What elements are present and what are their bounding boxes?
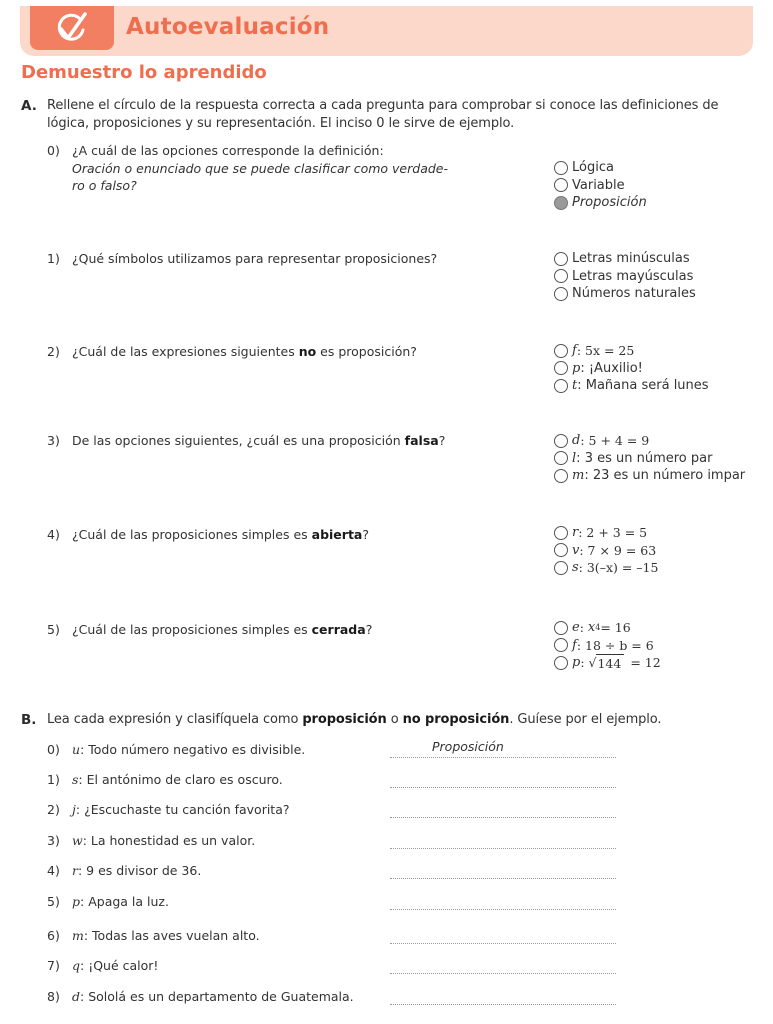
question-2-options [554, 342, 709, 395]
question-3-options [554, 432, 745, 485]
option-variable: e [572, 620, 580, 635]
answer-line-1[interactable] [390, 770, 616, 788]
item-text: ¿Escuchaste tu canción favorita? [84, 802, 290, 817]
item-number: 7) [47, 958, 60, 973]
item-number: 1) [47, 772, 60, 787]
radio-button[interactable] [554, 526, 568, 540]
option-variable: p [572, 655, 581, 670]
question-0-options [554, 159, 647, 212]
banner-title: Autoevaluación [126, 14, 330, 40]
radio-button[interactable] [554, 361, 568, 375]
section-b-instruction [47, 711, 661, 729]
question-text [72, 526, 369, 544]
b-item-7: 7) q: ¡Qué calor! [47, 958, 159, 973]
item-text: ¡Qué calor! [88, 958, 159, 973]
question-text [72, 432, 445, 450]
option[interactable]: f : 5x = 25 [554, 342, 709, 360]
option[interactable]: d : 5 + 4 = 9 [554, 432, 745, 450]
text: ¿Cuál de las proposiciones simples es [72, 527, 312, 542]
radio-button[interactable] [554, 543, 568, 557]
option-variable: s [572, 560, 579, 575]
definition-line: ro o falso? [72, 178, 137, 193]
definition-line: Oración o enunciado que se puede clasificar como verdade- [72, 160, 448, 176]
option-variable: t [572, 378, 578, 393]
item-text: Todas las aves vuelan alto. [92, 928, 260, 943]
option-label: Proposición [572, 195, 647, 210]
option-label: Números naturales [572, 286, 696, 301]
question-number: 2) [47, 344, 60, 359]
question-text [72, 343, 417, 361]
question-number: 3) [47, 433, 60, 448]
item-number: 3) [47, 833, 60, 848]
item-number: 4) [47, 863, 60, 878]
option-variable: d [572, 433, 581, 448]
radio-button[interactable] [554, 434, 568, 448]
option-label: Letras mayúsculas [572, 268, 694, 284]
b-item-0: 0) u: Todo número negativo es divisible. [47, 742, 306, 757]
option-variable: l [572, 450, 577, 466]
section-b-letter: B. [21, 712, 37, 728]
question-1-options [554, 250, 696, 303]
option-label: 3 es un número par [584, 450, 713, 466]
b-item-2: 2) j: ¿Escuchaste tu canción favorita? [47, 802, 290, 817]
question-number: 5) [47, 622, 60, 637]
radio-button[interactable] [554, 287, 568, 301]
option-label: 3(–x) = –15 [586, 560, 659, 575]
radio-button[interactable] [554, 621, 568, 635]
item-text: La honestidad es un valor. [90, 833, 256, 848]
option-label: 18 ÷ b = 6 [585, 637, 654, 653]
option[interactable]: p : ¡Auxilio! [554, 360, 709, 378]
text: o [386, 712, 403, 727]
item-number: 2) [47, 802, 60, 817]
answer-line-8[interactable] [390, 987, 616, 1005]
option-label: Lógica [572, 160, 614, 175]
answer-line-7[interactable] [390, 956, 616, 974]
radio-button[interactable] [554, 269, 568, 283]
text: ¿Cuál de las proposiciones simples es [72, 622, 312, 637]
radio-button[interactable] [554, 561, 568, 575]
b-item-1: 1) s: El antónimo de claro es oscuro. [47, 772, 283, 787]
answer-line-3[interactable] [390, 831, 616, 849]
instruction-line: Rellene el círculo de la respuesta correcta a cada pregunta para comprobar si conoce las definiciones de [47, 98, 719, 113]
option[interactable]: v : 7 × 9 = 63 [554, 542, 658, 560]
item-text: El antónimo de claro es oscuro. [86, 772, 283, 787]
option[interactable]: t : Mañana será lunes [554, 377, 709, 395]
option-label: 5x = 25 [585, 343, 635, 358]
emphasis: no [298, 344, 317, 359]
emphasis: cerrada [311, 622, 366, 637]
option[interactable] [554, 268, 696, 286]
option-variable: f [572, 343, 577, 358]
option[interactable] [554, 250, 696, 268]
b-item-3: 3) w: La honestidad es un valor. [47, 833, 256, 848]
b-item-6: 6) m: Todas las aves vuelan alto. [47, 928, 260, 943]
option[interactable]: m : 23 es un número impar [554, 467, 745, 485]
option-proposicion[interactable] [554, 194, 647, 212]
item-variable: d [72, 989, 81, 1004]
option-label: Mañana será lunes [585, 378, 709, 393]
option-variable[interactable] [554, 177, 647, 195]
emphasis: falsa [404, 433, 439, 448]
option-label: x [587, 620, 596, 635]
radio-button[interactable] [554, 469, 568, 483]
radio-button[interactable] [554, 656, 568, 670]
b-item-5: 5) p: Apaga la luz. [47, 894, 169, 909]
text: ? [365, 622, 373, 637]
option-variable: m [572, 468, 585, 483]
radio-button[interactable] [554, 379, 568, 393]
item-variable: p [72, 894, 81, 909]
option[interactable]: p : √ 144 = 12 [554, 654, 661, 672]
item-number: 0) [47, 742, 60, 757]
question-5-options [554, 619, 661, 672]
item-text: 9 es divisor de 36. [86, 863, 202, 878]
text: ¿Cuál de las expresiones siguientes [72, 344, 299, 359]
item-number: 5) [47, 894, 60, 909]
emphasis: abierta [311, 527, 363, 542]
question-number: 4) [47, 527, 60, 542]
option-label: Letras minúsculas [572, 251, 690, 266]
item-variable: u [72, 742, 81, 757]
text: es proposición? [316, 344, 417, 359]
page-subtitle: Demuestro lo aprendido [21, 62, 267, 83]
radio-button[interactable] [554, 638, 568, 652]
answer-line-5[interactable] [390, 892, 616, 910]
question-number: 0) [47, 143, 60, 158]
answer-example: Proposición [432, 739, 504, 754]
radio-button[interactable] [554, 178, 568, 192]
question-number: 1) [47, 251, 60, 266]
answer-line-2[interactable] [390, 800, 616, 818]
option-label: 2 + 3 = 5 [586, 525, 648, 540]
item-number: 8) [47, 989, 60, 1004]
text: Lea cada expresión y clasifíquela como [47, 712, 303, 727]
section-a-instruction [47, 97, 718, 133]
option[interactable]: e : x 4 = 16 [554, 619, 661, 637]
radio-button[interactable] [554, 161, 568, 175]
header-icon-box [30, 6, 114, 50]
radio-button[interactable] [554, 344, 568, 358]
item-variable: r [72, 863, 78, 878]
text: . Guíese por el ejemplo. [509, 712, 662, 727]
radio-button-selected[interactable] [554, 196, 568, 210]
sqrt-radicand: 144 [596, 654, 624, 673]
item-variable: j [72, 802, 76, 817]
item-text: Apaga la luz. [88, 894, 169, 909]
option[interactable]: f : 18 ÷ b = 6 [554, 637, 661, 655]
text: ? [438, 433, 446, 448]
item-variable: w [72, 833, 83, 848]
item-variable: m [72, 928, 84, 943]
option-label: = 16 [600, 620, 631, 635]
option[interactable]: r : 2 + 3 = 5 [554, 524, 658, 542]
question-text: ¿Qué símbolos utilizamos para representar proposiciones? [72, 251, 438, 266]
check-circle-icon [52, 10, 92, 46]
emphasis: no proposición [402, 712, 510, 727]
question-line: ¿A cuál de las opciones corresponde la definición: [72, 143, 384, 158]
option-variable: p [572, 360, 581, 376]
option-variable: r [572, 525, 579, 540]
section-a-letter: A. [21, 98, 37, 114]
exponent: 4 [595, 623, 601, 632]
option[interactable]: s : 3(–x) = –15 [554, 559, 658, 577]
answer-line-4[interactable] [390, 861, 616, 879]
instruction-line: lógica, proposiciones y su representación. El inciso 0 le sirve de ejemplo. [47, 116, 515, 131]
option-label: 23 es un número impar [592, 468, 746, 483]
answer-line-6[interactable] [390, 926, 616, 944]
option-label: Variable [572, 177, 625, 193]
text: De las opciones siguientes, ¿cuál es una proposición [72, 433, 405, 448]
option[interactable]: l : 3 es un número par [554, 450, 745, 468]
option-label: 5 + 4 = 9 [588, 433, 650, 448]
radio-button[interactable] [554, 451, 568, 465]
b-item-8: 8) d: Sololá es un departamento de Guatemala. [47, 989, 354, 1004]
option-variable: f [572, 637, 577, 653]
item-variable: q [72, 958, 81, 973]
item-text: Sololá es un departamento de Guatemala. [88, 989, 354, 1004]
question-4-options [554, 524, 658, 577]
item-variable: s [72, 772, 79, 787]
question-text [72, 621, 372, 639]
item-number: 6) [47, 928, 60, 943]
option-label: 7 × 9 = 63 [587, 542, 657, 558]
text: ? [362, 527, 370, 542]
question-text [72, 142, 448, 195]
option-variable: v [572, 542, 580, 558]
b-item-4: 4) r: 9 es divisor de 36. [47, 863, 202, 878]
radio-button[interactable] [554, 252, 568, 266]
option-label: = 12 [630, 655, 661, 670]
item-text: Todo número negativo es divisible. [88, 742, 306, 757]
emphasis: proposición [302, 712, 387, 727]
option[interactable] [554, 285, 696, 303]
option-label: ¡Auxilio! [588, 360, 643, 376]
option-logica[interactable] [554, 159, 647, 177]
